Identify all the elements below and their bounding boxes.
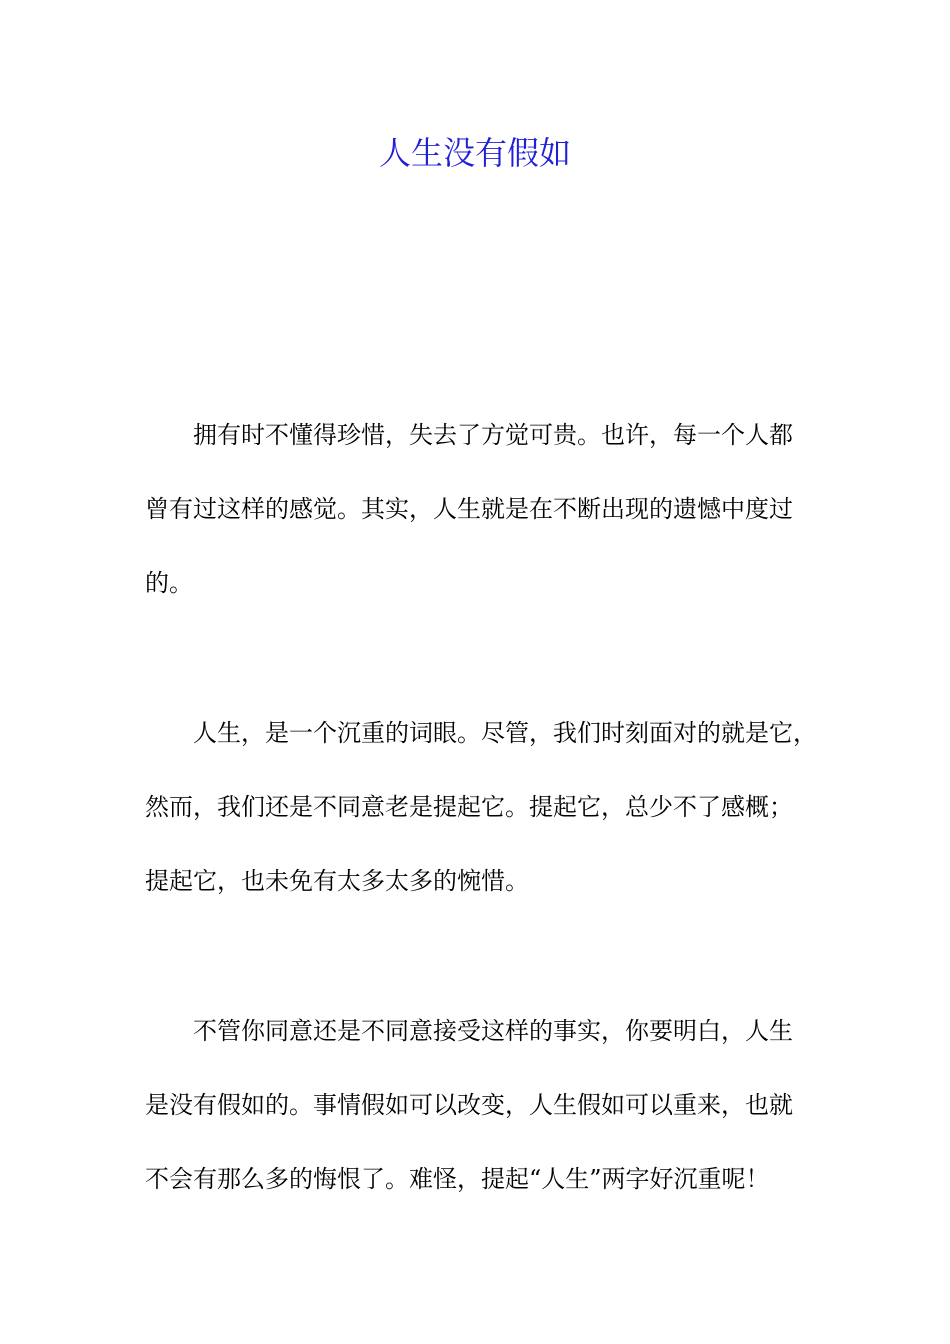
document-title: 人生没有假如	[378, 134, 571, 172]
paragraph-2-line-2: 然而，我们还是不同意老是提起它。提起它，总少不了感概；	[145, 793, 793, 821]
paragraph-2-line-1: 人生，是一个沉重的词眼。尽管，我们时刻面对的就是它，	[193, 719, 817, 747]
paragraph-1-line-1: 拥有时不懂得珍惜，失去了方觉可贵。也许，每一个人都	[193, 421, 793, 449]
paragraph-1-line-3: 的。	[145, 569, 193, 597]
paragraph-3-line-2: 是没有假如的。事情假如可以改变，人生假如可以重来，也就	[145, 1091, 793, 1119]
paragraph-3-line-1: 不管你同意还是不同意接受这样的事实，你要明白，人生	[193, 1017, 793, 1045]
paragraph-2-line-3: 提起它，也未免有太多太多的惋惜。	[145, 867, 529, 895]
paragraph-3-line-3: 不会有那么多的悔恨了。难怪，提起“人生”两字好沉重呢！	[145, 1165, 770, 1193]
paragraph-1-line-2: 曾有过这样的感觉。其实，人生就是在不断出现的遗憾中度过	[145, 495, 793, 523]
